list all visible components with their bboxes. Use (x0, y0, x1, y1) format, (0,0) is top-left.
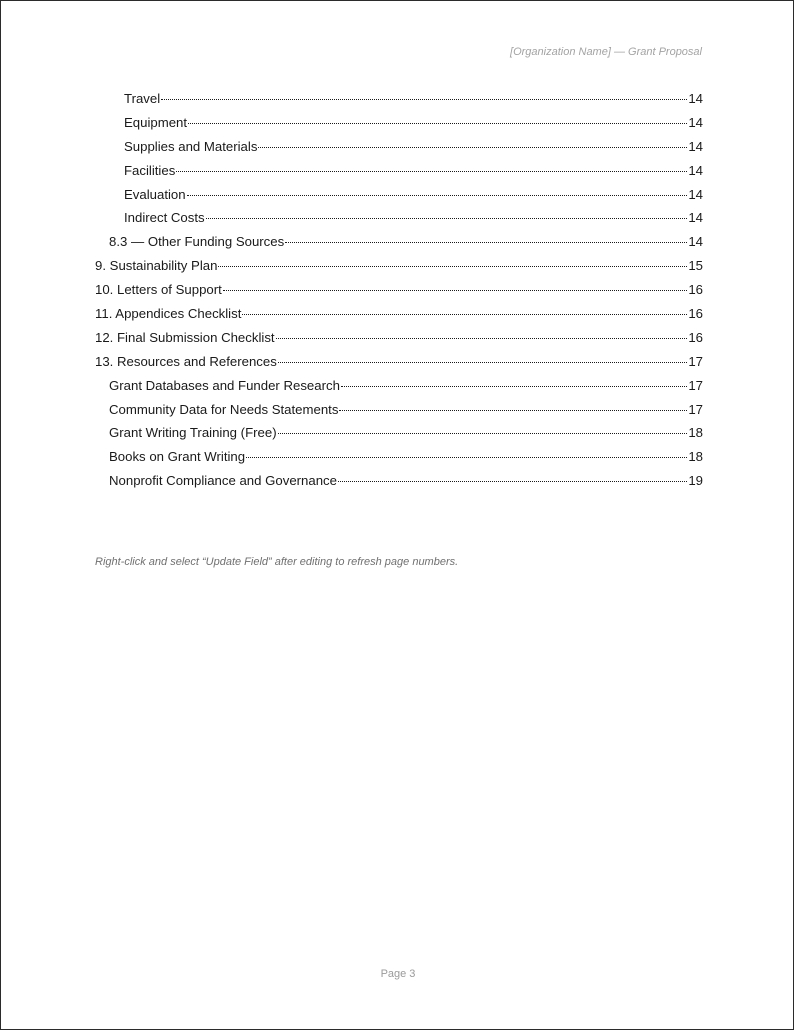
toc-entry[interactable] (95, 91, 703, 115)
dot-leader (278, 362, 688, 363)
update-field-note: Right-click and select “Update Field” after editing to refresh page numbers. (95, 556, 459, 568)
toc-entry-title: 8.3 — Other Funding Sources (109, 234, 285, 250)
toc-entry[interactable] (95, 234, 703, 258)
toc-entry-page-number: 14 (688, 91, 703, 106)
toc-entry[interactable] (95, 115, 703, 139)
dot-leader (276, 338, 688, 339)
toc-entry[interactable] (95, 187, 703, 211)
toc-entry-page-number: 16 (688, 329, 703, 345)
toc-entry[interactable] (95, 354, 703, 378)
toc-entry[interactable] (95, 473, 703, 497)
toc-entry-page-number: 19 (688, 473, 703, 489)
toc-entry-page-number: 17 (688, 353, 703, 369)
toc-entry-page-number: 16 (688, 306, 703, 322)
dot-leader (223, 290, 688, 291)
toc-entry-title: Grant Databases and Funder Research (109, 377, 340, 393)
toc-entry-title: Nonprofit Compliance and Governance (109, 473, 337, 489)
table-of-contents (95, 91, 703, 497)
toc-entry[interactable] (95, 163, 703, 187)
toc-entry[interactable] (95, 282, 703, 306)
toc-entry-page-number: 15 (688, 258, 703, 274)
toc-entry-title: 9. Sustainability Plan (95, 258, 218, 274)
toc-entry[interactable] (95, 378, 703, 402)
toc-entry-page-number: 14 (688, 234, 703, 250)
toc-entry-page-number: 16 (688, 282, 703, 298)
dot-leader (242, 314, 687, 315)
toc-entry-page-number: 14 (688, 210, 703, 226)
toc-entry-title: Evaluation (124, 186, 186, 202)
dot-leader (285, 242, 687, 243)
toc-entry[interactable] (95, 258, 703, 282)
toc-entry[interactable] (95, 402, 703, 426)
toc-entry-page-number: 18 (688, 425, 703, 441)
toc-entry-title: 12. Final Submission Checklist (95, 329, 275, 345)
toc-entry-title: 11. Appendices Checklist (95, 306, 242, 322)
dot-leader (278, 433, 688, 434)
dot-leader (176, 171, 687, 172)
dot-leader (161, 99, 687, 100)
dot-leader (218, 266, 687, 267)
running-header: [Organization Name] — Grant Proposal (510, 46, 702, 58)
dot-leader (258, 147, 687, 148)
toc-entry-title: Books on Grant Writing (109, 449, 246, 465)
toc-entry-page-number: 17 (688, 401, 703, 417)
toc-entry-page-number: 17 (688, 377, 703, 393)
toc-entry-title: Travel (124, 91, 161, 106)
toc-entry[interactable] (95, 139, 703, 163)
toc-entry-title: Facilities (124, 162, 176, 178)
toc-entry-title: 10. Letters of Support (95, 282, 222, 298)
toc-entry-title: Community Data for Needs Statements (109, 401, 339, 417)
toc-entry-title: 13. Resources and References (95, 353, 277, 369)
toc-entry-page-number: 14 (688, 138, 703, 154)
toc-entry-title: Equipment (124, 114, 188, 130)
dot-leader (341, 386, 687, 387)
dot-leader (338, 481, 687, 482)
toc-entry[interactable] (95, 306, 703, 330)
toc-entry[interactable] (95, 210, 703, 234)
toc-entry[interactable] (95, 425, 703, 449)
toc-entry-page-number: 14 (688, 162, 703, 178)
toc-entry-page-number: 18 (688, 449, 703, 465)
toc-entry-title: Supplies and Materials (124, 138, 258, 154)
toc-entry-title: Grant Writing Training (Free) (109, 425, 277, 441)
dot-leader (339, 410, 687, 411)
dot-leader (187, 195, 688, 196)
toc-entry-page-number: 14 (688, 186, 703, 202)
dot-leader (206, 218, 688, 219)
toc-entry-title: Indirect Costs (124, 210, 205, 226)
toc-entry[interactable] (95, 449, 703, 473)
dot-leader (188, 123, 687, 124)
toc-entry-page-number: 14 (688, 114, 703, 130)
dot-leader (246, 457, 687, 458)
toc-entry[interactable] (95, 330, 703, 354)
page-number: Page 3 (380, 968, 416, 980)
